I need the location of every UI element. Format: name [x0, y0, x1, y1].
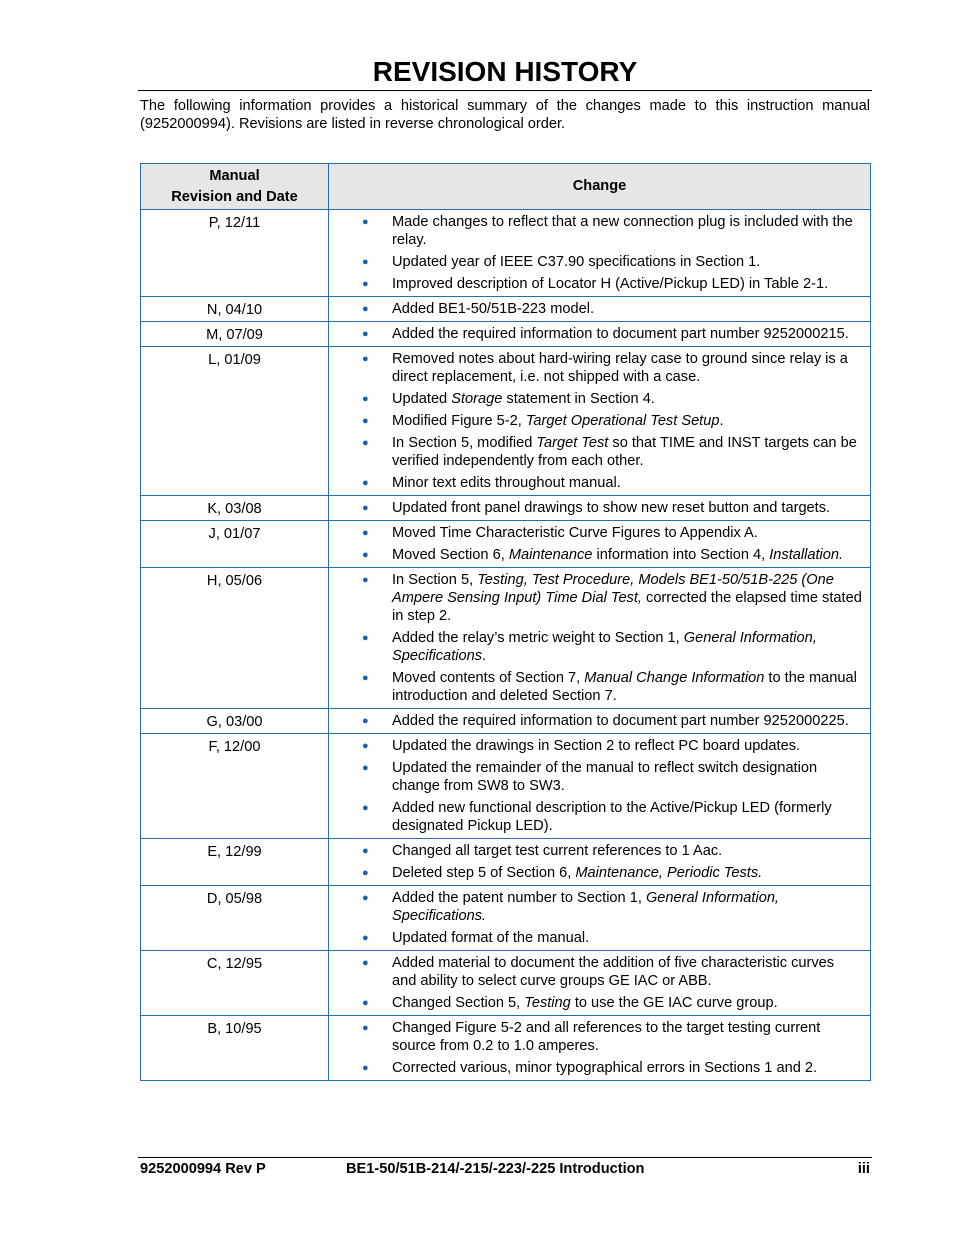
change-text-italic: General Information, Specifications.: [392, 890, 779, 924]
revision-date-cell: C, 12/95: [141, 951, 329, 1016]
change-item: [329, 253, 862, 271]
revision-date-cell: J, 01/07: [141, 521, 329, 568]
bullet-icon: ●: [362, 845, 369, 857]
change-list: [329, 213, 862, 293]
change-item: [329, 889, 862, 925]
revision-date-cell: K, 03/08: [141, 496, 329, 521]
table-row: [141, 521, 871, 568]
change-cell: [329, 210, 871, 297]
change-item: [329, 737, 862, 755]
change-item: [329, 412, 862, 430]
bullet-icon: ●: [362, 762, 369, 774]
footer-document-number: 9252000994 Rev P: [140, 1161, 266, 1177]
change-text: to the manual introduction and deleted Section 7.: [392, 670, 857, 704]
bullet-icon: ●: [362, 256, 369, 268]
revision-date-cell: M, 07/09: [141, 322, 329, 347]
change-item: [329, 929, 862, 947]
change-cell: [329, 521, 871, 568]
change-item: [329, 300, 862, 318]
change-list: [329, 737, 862, 835]
change-text: Added the relay’s metric weight to Section 1,: [392, 630, 684, 646]
footer-divider: [138, 1157, 872, 1158]
change-text-italic: Testing: [524, 995, 571, 1011]
change-list: [329, 524, 862, 564]
change-text: .: [719, 413, 724, 429]
bullet-icon: ●: [362, 1062, 369, 1074]
change-item: [329, 994, 862, 1012]
change-text: Moved contents of Section 7,: [392, 670, 585, 686]
change-list: [329, 712, 862, 730]
change-item: [329, 571, 862, 625]
change-cell: [329, 1016, 871, 1081]
change-cell: [329, 496, 871, 521]
revision-date-cell: G, 03/00: [141, 709, 329, 734]
change-list: [329, 954, 862, 1012]
table-row: [141, 1016, 871, 1081]
revision-date-cell: N, 04/10: [141, 297, 329, 322]
change-list: [329, 350, 862, 492]
change-cell: [329, 568, 871, 709]
change-item: [329, 390, 862, 408]
change-item: [329, 712, 862, 730]
change-column-header: Change: [329, 164, 871, 210]
bullet-icon: ●: [362, 672, 369, 684]
change-text: to use the GE IAC curve group.: [570, 995, 778, 1011]
change-item: [329, 524, 862, 542]
change-text: Added new functional description to the Active/Pickup LED (formerly designated Pickup LED).: [392, 800, 832, 834]
change-text: Corrected various, minor typographical errors in Sections 1 and 2.: [392, 1060, 818, 1076]
change-text-italic: Target Test: [536, 435, 609, 451]
change-item: [329, 275, 862, 293]
bullet-icon: ●: [362, 740, 369, 752]
change-cell: [329, 951, 871, 1016]
change-item: [329, 325, 862, 343]
change-item: [329, 1059, 862, 1077]
change-item: [329, 350, 862, 386]
footer-title: BE1-50/51B-214/-215/-223/-225 Introduction: [346, 1161, 645, 1177]
change-item: [329, 669, 862, 705]
revision-header-line2: Revision and Date: [171, 188, 298, 205]
bullet-icon: ●: [362, 328, 369, 340]
change-cell: [329, 322, 871, 347]
change-item: [329, 1019, 862, 1055]
bullet-icon: ●: [362, 477, 369, 489]
change-item: [329, 499, 862, 517]
bullet-icon: ●: [362, 393, 369, 405]
revision-date-cell: B, 10/95: [141, 1016, 329, 1081]
bullet-icon: ●: [362, 549, 369, 561]
change-item: [329, 799, 862, 835]
change-text-italic: Target Operational Test Setup: [525, 413, 720, 429]
change-cell: [329, 709, 871, 734]
change-text-italic: General Information, Specifications: [392, 630, 817, 664]
revision-date-cell: H, 05/06: [141, 568, 329, 709]
change-list: [329, 571, 862, 705]
change-text: Changed Figure 5-2 and all references to the target testing current source from 0.2 to 1.0 amperes.: [392, 1020, 821, 1054]
change-text: statement in Section 4.: [502, 391, 655, 407]
change-text: Updated the drawings in Section 2 to reflect PC board updates.: [392, 738, 801, 754]
bullet-icon: ●: [362, 278, 369, 290]
bullet-icon: ●: [362, 932, 369, 944]
change-text: Changed Section 5,: [392, 995, 525, 1011]
change-text-italic: Storage: [451, 391, 503, 407]
change-text: so that TIME and INST targets can be verified independently from each other.: [392, 435, 857, 469]
bullet-icon: ●: [362, 802, 369, 814]
bullet-icon: ●: [362, 415, 369, 427]
change-cell: [329, 297, 871, 322]
title-divider: [138, 90, 872, 91]
intro-paragraph: The following information provides a historical summary of the changes made to this instruction manual (9252000994). Revisions are listed in reverse chronological order.: [140, 98, 870, 132]
change-text: .: [482, 648, 487, 664]
change-list: [329, 499, 862, 517]
change-text: Updated year of IEEE C37.90 specifications in Section 1.: [392, 254, 761, 270]
change-list: [329, 300, 862, 318]
table-row: [141, 951, 871, 1016]
table-row: [141, 839, 871, 886]
change-text-italic: Testing, Test Procedure, Models BE1-50/51B-225 (One Ampere Sensing Input) Time Dial Test,: [392, 572, 834, 606]
bullet-icon: ●: [362, 892, 369, 904]
revision-date-cell: D, 05/98: [141, 886, 329, 951]
change-text: Changed all target test current references to 1 Aac.: [392, 843, 723, 859]
change-item: [329, 759, 862, 795]
change-text: Improved description of Locator H (Active/Pickup LED) in Table 2-1.: [392, 276, 829, 292]
footer-page-number: iii: [857, 1161, 870, 1177]
change-text: Deleted step 5 of Section 6,: [392, 865, 576, 881]
table-row: [141, 322, 871, 347]
change-text: Updated: [392, 391, 452, 407]
table-row: [141, 886, 871, 951]
change-cell: [329, 347, 871, 496]
revision-date-cell: F, 12/00: [141, 734, 329, 839]
change-text: information into Section 4,: [592, 547, 770, 563]
bullet-icon: ●: [362, 216, 369, 228]
table-header-row: [141, 164, 871, 210]
table-row: [141, 568, 871, 709]
bullet-icon: ●: [362, 527, 369, 539]
change-item: [329, 629, 862, 665]
table-row: [141, 496, 871, 521]
change-text-italic: Maintenance: [508, 547, 593, 563]
change-list: [329, 842, 862, 882]
change-item: [329, 434, 862, 470]
table-row: [141, 734, 871, 839]
change-item: [329, 213, 862, 249]
change-cell: [329, 734, 871, 839]
table-row: [141, 347, 871, 496]
revision-table: [140, 163, 871, 1081]
change-text: Modified Figure 5-2,: [392, 413, 526, 429]
bullet-icon: ●: [362, 715, 369, 727]
change-text: In Section 5, modified: [392, 435, 537, 451]
revision-column-header: [141, 164, 329, 210]
change-item: [329, 954, 862, 990]
bullet-icon: ●: [362, 632, 369, 644]
bullet-icon: ●: [362, 303, 369, 315]
change-text: Updated front panel drawings to show new reset button and targets.: [392, 500, 831, 516]
change-text: Moved Time Characteristic Curve Figures to Appendix A.: [392, 525, 758, 541]
change-text: Added the required information to document part number 9252000225.: [392, 713, 849, 729]
revision-date-cell: L, 01/09: [141, 347, 329, 496]
change-text-italic: Manual Change Information: [584, 670, 765, 686]
revision-table-body: [141, 210, 871, 1081]
revision-header-line1: Manual: [209, 167, 260, 184]
change-item: [329, 842, 862, 860]
page-title: REVISION HISTORY: [372, 56, 638, 87]
change-text: Updated format of the manual.: [392, 930, 590, 946]
change-list: [329, 325, 862, 343]
change-text: Added material to document the addition of five characteristic curves and ability to select curve groups GE IAC or ABB.: [392, 955, 835, 989]
change-cell: [329, 839, 871, 886]
change-text: Updated the remainder of the manual to reflect switch designation change from SW8 to SW3.: [392, 760, 818, 794]
bullet-icon: ●: [362, 997, 369, 1009]
change-text: Made changes to reflect that a new connection plug is included with the relay.: [392, 214, 853, 248]
change-cell: [329, 886, 871, 951]
change-text: Added BE1-50/51B-223 model.: [392, 301, 595, 317]
bullet-icon: ●: [362, 574, 369, 586]
revision-date-cell: E, 12/99: [141, 839, 329, 886]
change-text: Removed notes about hard-wiring relay case to ground since relay is a direct replacement, i.e. not shipped with a case.: [392, 351, 848, 385]
change-text: Added the required information to document part number 9252000215.: [392, 326, 849, 342]
change-list: [329, 1019, 862, 1077]
bullet-icon: ●: [362, 1022, 369, 1034]
bullet-icon: ●: [362, 502, 369, 514]
change-text-italic: Installation.: [769, 547, 844, 563]
change-list: [329, 889, 862, 947]
change-item: [329, 864, 862, 882]
change-item: [329, 474, 862, 492]
change-text-italic: Maintenance, Periodic Tests.: [575, 865, 763, 881]
table-row: [141, 210, 871, 297]
bullet-icon: ●: [362, 437, 369, 449]
change-text: In Section 5,: [392, 572, 478, 588]
change-text: Minor text edits throughout manual.: [392, 475, 621, 491]
table-row: [141, 297, 871, 322]
change-text: Added the patent number to Section 1,: [392, 890, 646, 906]
bullet-icon: ●: [362, 353, 369, 365]
bullet-icon: ●: [362, 867, 369, 879]
table-row: [141, 709, 871, 734]
bullet-icon: ●: [362, 957, 369, 969]
change-item: [329, 546, 862, 564]
revision-date-cell: P, 12/11: [141, 210, 329, 297]
change-text: Moved Section 6,: [392, 547, 509, 563]
change-text: corrected the elapsed time stated in step 2.: [392, 590, 862, 624]
